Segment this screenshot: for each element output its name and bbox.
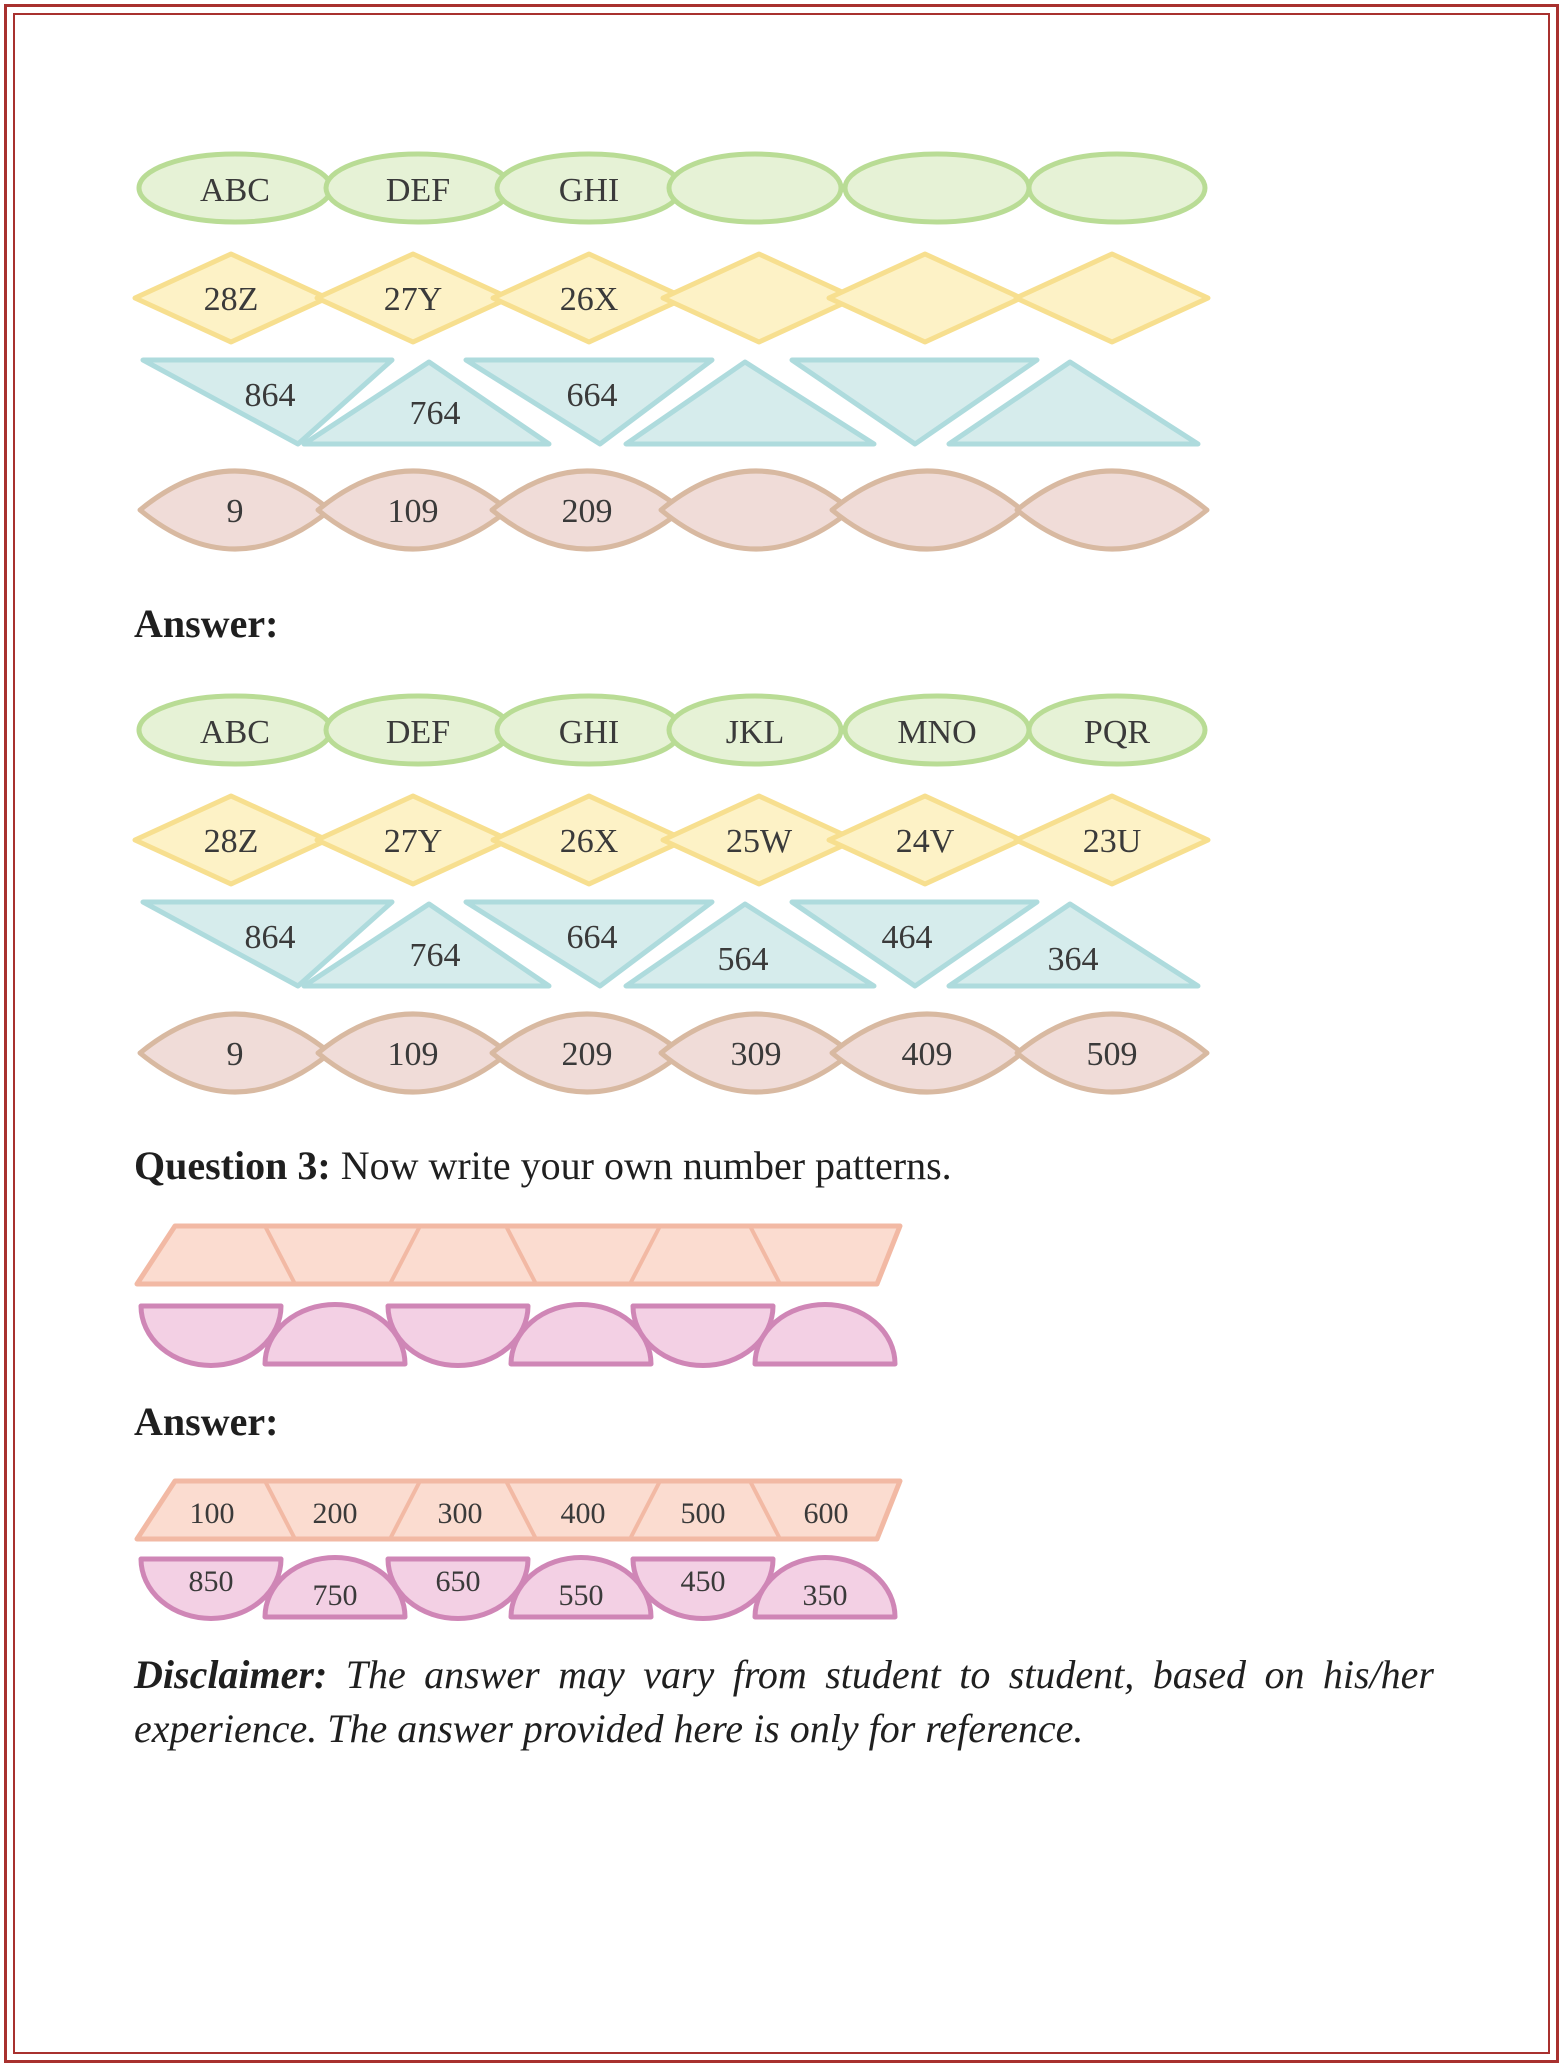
triangles-pattern-question <box>0 356 1567 452</box>
letters-pattern-answer <box>0 692 1567 768</box>
parallelogram-pattern-question <box>0 1220 1567 1290</box>
answer-heading-2: Answer: <box>134 1399 279 1444</box>
pattern-value: 23U <box>1082 823 1142 860</box>
pattern-value: 450 <box>680 1565 726 1598</box>
pattern-value: DEF <box>385 172 451 209</box>
question-3 <box>134 1142 952 1189</box>
disclaimer <box>134 1648 1434 1756</box>
answer-heading-1: Answer: <box>134 601 279 646</box>
pattern-value: 650 <box>435 1565 481 1598</box>
pattern-value: 864 <box>244 377 296 414</box>
pattern-value: ABC <box>200 172 270 209</box>
semicircle-pattern-answer <box>0 1553 1567 1623</box>
disclaimer-label: Disclaimer: <box>134 1652 328 1697</box>
pattern-value: 28Z <box>203 281 259 318</box>
pattern-value: 750 <box>312 1579 358 1612</box>
disclaimer-text: The answer may vary from student to student, based on his/her experience. The answer provided here is only for reference. <box>134 1652 1435 1751</box>
pattern-value: 409 <box>901 1036 953 1073</box>
pattern-value: 209 <box>561 1036 613 1073</box>
leaf-shape <box>832 471 1022 549</box>
pattern-value: MNO <box>897 714 977 751</box>
oval-shape <box>845 154 1029 222</box>
pattern-value: 26X <box>559 823 619 860</box>
triangles-pattern-answer <box>0 898 1567 994</box>
codes-pattern-question <box>0 250 1567 346</box>
parallelogram-band <box>137 1481 900 1539</box>
pattern-value: 9 <box>226 1036 244 1073</box>
pattern-value: 24V <box>895 823 955 860</box>
pattern-value: 500 <box>680 1497 726 1530</box>
pattern-value: 209 <box>561 493 613 530</box>
pattern-value: JKL <box>725 714 785 751</box>
pattern-value: 764 <box>409 395 461 432</box>
pattern-value: 200 <box>312 1497 358 1530</box>
pattern-value: 109 <box>387 1036 439 1073</box>
letters-pattern-question <box>0 150 1567 226</box>
semicircle-shape <box>633 1306 773 1366</box>
pattern-value: GHI <box>558 172 620 209</box>
pattern-value: 400 <box>560 1497 606 1530</box>
pattern-value: 764 <box>409 937 461 974</box>
pattern-value: 464 <box>881 919 933 956</box>
question-3-label: Question 3: <box>134 1143 331 1188</box>
oval-shape <box>669 154 841 222</box>
semicircle-shape <box>755 1305 895 1365</box>
leaf-shape <box>661 471 851 549</box>
semicircle-shape <box>388 1306 528 1366</box>
pattern-value: 27Y <box>383 281 443 318</box>
pattern-value: ABC <box>200 714 270 751</box>
diamond-shape <box>663 254 855 342</box>
semicircle-pattern-question <box>0 1300 1567 1370</box>
pattern-value: 109 <box>387 493 439 530</box>
pattern-value: 309 <box>730 1036 782 1073</box>
pattern-value: 28Z <box>203 823 259 860</box>
pattern-value: 664 <box>566 919 618 956</box>
pattern-value: 564 <box>717 941 769 978</box>
pattern-value: 600 <box>803 1497 849 1530</box>
leaves-pattern-question <box>0 462 1567 558</box>
question-3-text: Now write your own number patterns. <box>340 1143 952 1188</box>
semicircle-shape <box>141 1306 281 1365</box>
pattern-value: 100 <box>189 1497 235 1530</box>
oval-shape <box>1029 154 1205 222</box>
diamond-shape <box>1016 254 1208 342</box>
pattern-value: 550 <box>558 1579 604 1612</box>
pattern-value: 27Y <box>383 823 443 860</box>
pattern-value: 364 <box>1047 941 1099 978</box>
parallelogram-pattern-answer <box>0 1475 1567 1545</box>
pattern-value: 664 <box>566 377 618 414</box>
pattern-value: DEF <box>385 714 451 751</box>
pattern-value: 300 <box>437 1497 483 1530</box>
pattern-value: GHI <box>558 714 620 751</box>
diamond-shape <box>829 254 1021 342</box>
pattern-value: 25W <box>725 823 793 860</box>
pattern-value: 350 <box>802 1579 848 1612</box>
parallelogram-band <box>137 1226 900 1284</box>
codes-pattern-answer <box>0 792 1567 888</box>
semicircle-shape <box>511 1305 651 1365</box>
pattern-value: 864 <box>244 919 296 956</box>
pattern-value: PQR <box>1083 714 1151 751</box>
pattern-value: 26X <box>559 281 619 318</box>
pattern-value: 509 <box>1086 1036 1138 1073</box>
leaf-shape <box>1017 471 1207 549</box>
pattern-value: 9 <box>226 493 244 530</box>
semicircle-shape <box>265 1305 405 1364</box>
leaves-pattern-answer <box>0 1005 1567 1101</box>
pattern-value: 850 <box>188 1565 234 1598</box>
